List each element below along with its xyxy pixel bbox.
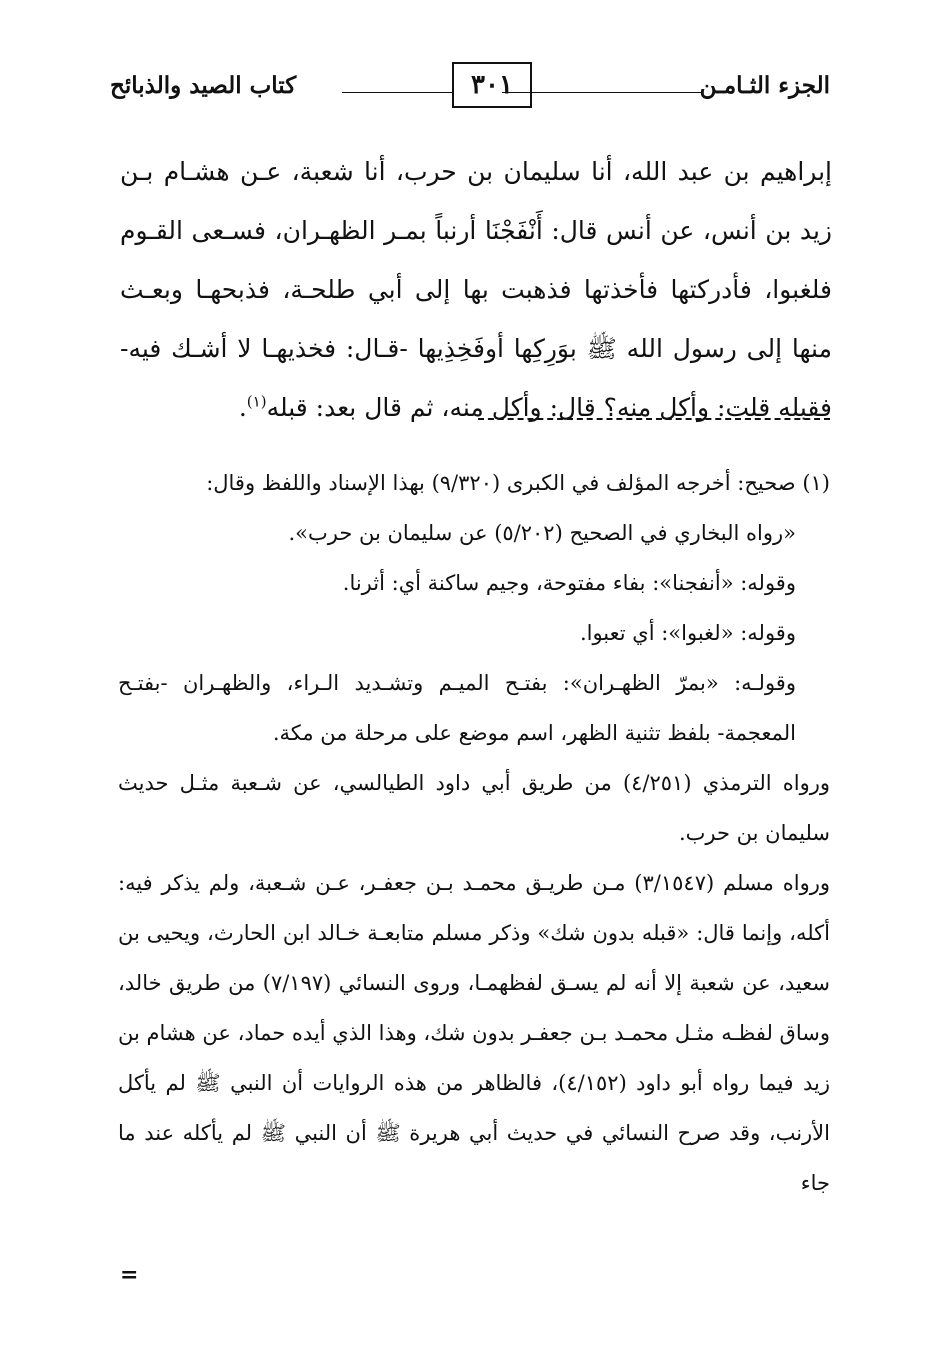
footnote-line: ورواه الترمذي (٤/٢٥١) من طريق أبي داود الطيالسي، عن شـعبة مثـل حديث سليمان بن حرب.	[118, 771, 830, 845]
footnotes-section	[118, 458, 830, 1208]
header-rule-right	[502, 92, 702, 93]
footnote-line: وقوله: «لغبوا»: أي تعبوا.	[579, 621, 796, 645]
footnote-reference: (١)	[246, 392, 267, 411]
page-header	[110, 62, 830, 114]
page-number-box: ٣٠١	[452, 62, 532, 108]
sentence-end: .	[238, 393, 247, 422]
chapter-title: كتاب الصيد والذبائح	[110, 72, 297, 99]
volume-label: الجزء الثـامـن	[699, 72, 830, 99]
header-rule-left	[342, 92, 452, 93]
footnote-separator	[478, 418, 830, 420]
main-text	[120, 142, 832, 437]
hadith-text: إبراهيم بن عبد الله، أنا سليمان بن حرب، أنا شعبة، عـن هشـام بـن زيد بن أنس، عن أنس قال: أَنْفَجْنَا أرنباً بمـر الظهـران، فسـعى القـوم فلغبوا، فأدركتها فأخذتها فذهبت بها إلى أبي طلحـة، فذبحهـا وبعـث منها إلى رسول الله ﷺ بوَرِكِها أوفَخِذِيها -قـال: فخذيهـا لا أشـك فيه- فقبله قلت: وأكل منه؟ قال: وأكل منه، ثم قال بعد: قبله	[120, 157, 832, 422]
main-paragraph	[120, 142, 832, 437]
footnote-line: وقولـه: «بمرّ الظهـران»: بفتـح الميـم وتشـديد الـراء، والظهـران -بفتـح المعجمة- بلفظ تثنية الظهر، اسم موضع على مرحلة من مكة.	[118, 671, 796, 745]
continuation-mark: =	[120, 1262, 137, 1288]
footnote-line: وقوله: «أنفجنا»: بفاء مفتوحة، وجيم ساكنة أي: أثرنا.	[342, 571, 796, 595]
footnote-line: ورواه مسلم (٣/١٥٤٧) مـن طريـق محمـد بـن جعفـر، عـن شـعبة، ولم يذكر فيه: أكله، وإنما قال: «قبله بدون شك» وذكر مسلم متابعـة خـالد ابن الحارث، ويحيى بن سعيد، عن شعبة إلا أنه لم يسـق لفظهمـا، وروى النسائي (٧/١٩٧) من طريق خالد، وساق لفظـه مثـل محمـد بـن جعفـر بدون شك، وهذا الذي أيده حماد، عن هشام بن زيد فيما رواه أبو داود (٤/١٥٢)، فالظاهر من هذه الروايات أن النبي ﷺ لم يأكل الأرنب، وقد صرح النسائي في حديث أبي هريرة ﷺ أن النبي ﷺ لم يأكله عند ما جاء	[118, 871, 830, 1195]
footnote-line: «رواه البخاري في الصحيح (٥/٢٠٢) عن سليمان بن حرب».	[288, 521, 796, 545]
footnote-line: (١) صحيح: أخرجه المؤلف في الكبرى (٩/٣٢٠) بهذا الإسناد واللفظ وقال:	[206, 471, 830, 495]
